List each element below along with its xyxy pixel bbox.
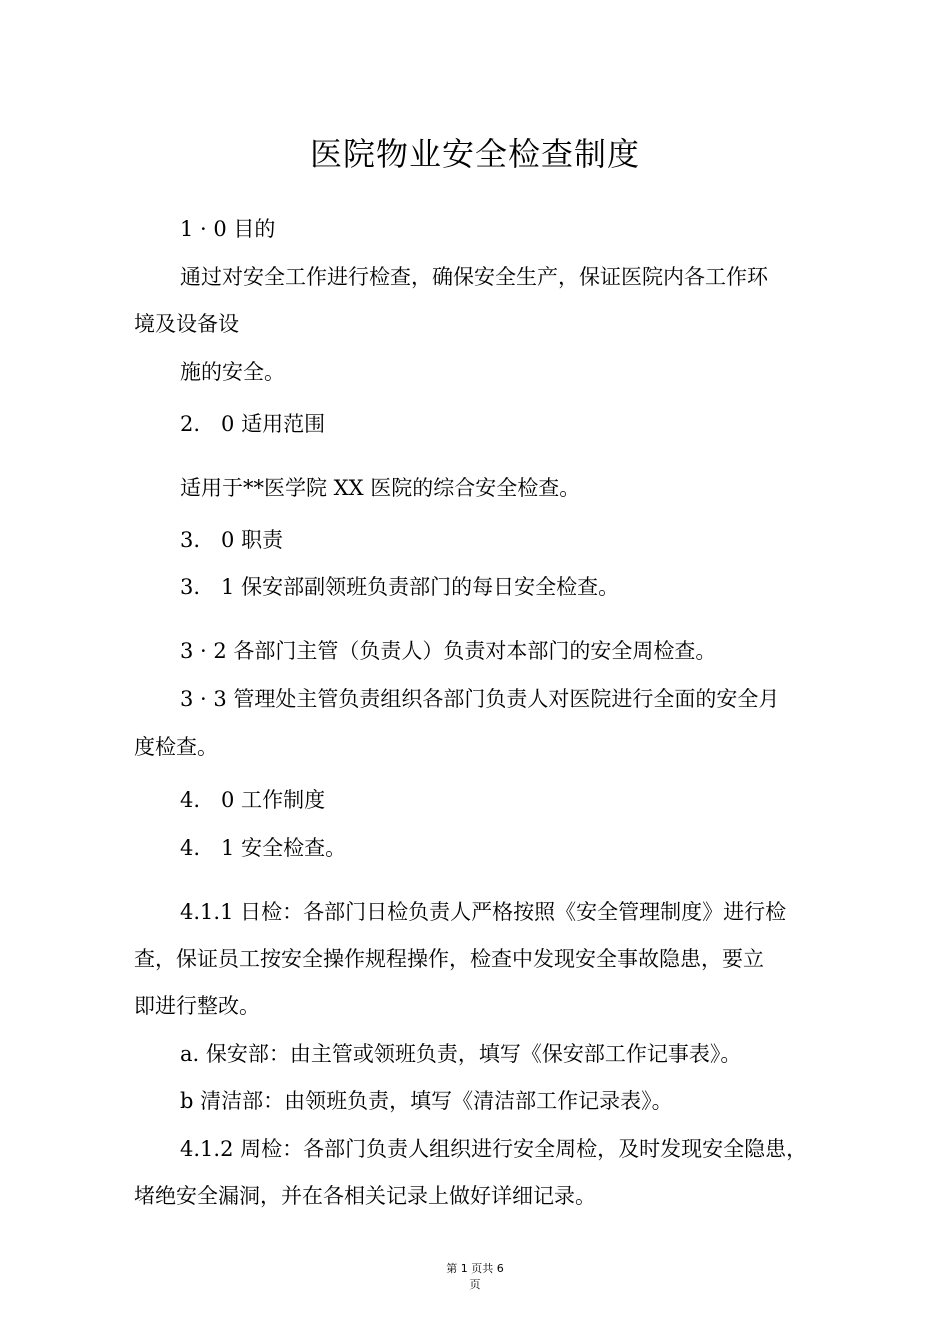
paragraph-line: a. 保安部：由主管或领班负责，填写《保安部工作记事表》。 bbox=[180, 1042, 742, 1066]
paragraph-line: 即进行整改。 bbox=[134, 994, 260, 1018]
paragraph-line: 3. 1 保安部副领班负责部门的每日安全检查。 bbox=[180, 575, 620, 599]
paragraph-line: 通过对安全工作进行检查，确保安全生产，保证医院内各工作环 bbox=[180, 265, 768, 289]
heading-purpose: 1 · 0 目的 bbox=[180, 217, 276, 241]
paragraph-line: 堵绝安全漏洞，并在各相关记录上做好详细记录。 bbox=[134, 1184, 596, 1208]
paragraph-line: 查，保证员工按安全操作规程操作，检查中发现安全事故隐患，要立 bbox=[134, 947, 764, 971]
heading-responsibilities: 3. 0 职责 bbox=[180, 528, 284, 552]
paragraph-line: 4.1.1 日检：各部门日检负责人严格按照《安全管理制度》进行检 bbox=[180, 900, 787, 924]
paragraph-line: 4. 1 安全检查。 bbox=[180, 836, 347, 860]
heading-work-system: 4. 0 工作制度 bbox=[180, 788, 326, 812]
heading-scope: 2. 0 适用范围 bbox=[180, 412, 326, 436]
paragraph-line: 度检查。 bbox=[134, 735, 218, 759]
document-title: 医院物业安全检查制度 bbox=[309, 135, 640, 173]
paragraph-line: 3 · 2 各部门主管（负责人）负责对本部门的安全周检查。 bbox=[180, 639, 717, 663]
paragraph-line: 3 · 3 管理处主管负责组织各部门负责人对医院进行全面的安全月 bbox=[180, 687, 780, 711]
page-number-continued: 页 bbox=[469, 1278, 481, 1291]
paragraph-line: 境及设备设 bbox=[134, 312, 239, 336]
page-number: 第 1 页共 6 bbox=[446, 1262, 504, 1275]
paragraph-line: 适用于**医学院 XX 医院的综合安全检查。 bbox=[180, 476, 581, 500]
paragraph-line: 4.1.2 周检：各部门负责人组织进行安全周检，及时发现安全隐患， bbox=[180, 1137, 808, 1161]
paragraph-line: 施的安全。 bbox=[180, 360, 285, 384]
paragraph-line: b 清洁部：由领班负责，填写《清洁部工作记录表》。 bbox=[180, 1089, 673, 1113]
